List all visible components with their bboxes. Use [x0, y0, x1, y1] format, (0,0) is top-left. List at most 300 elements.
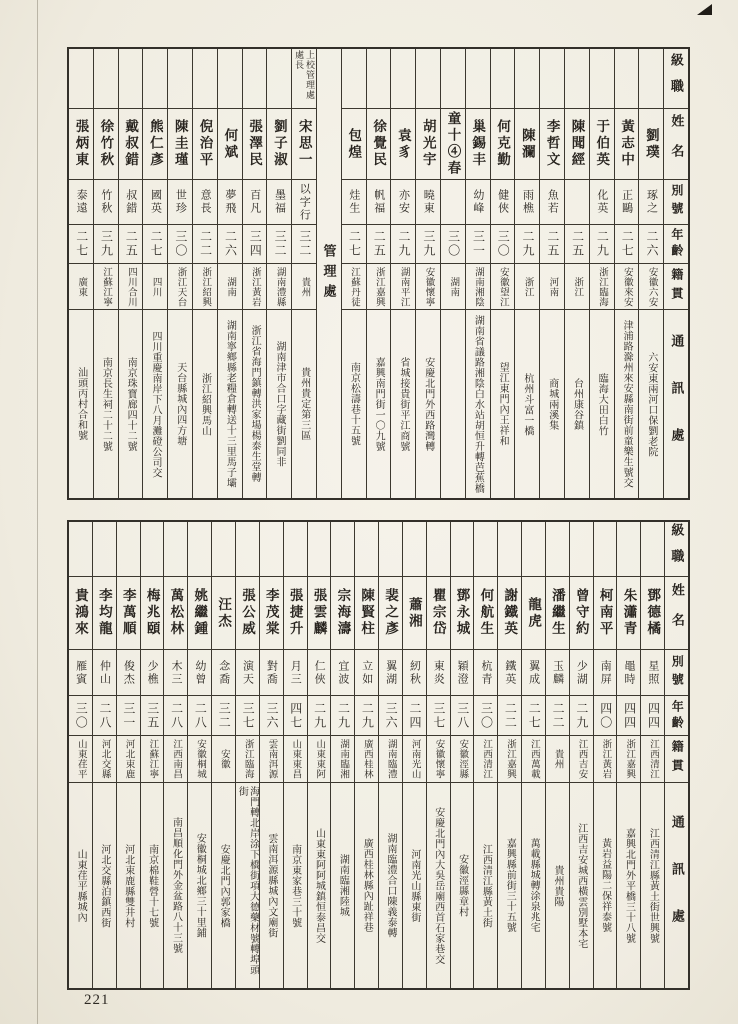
name-cell-text: 鄧德橘	[645, 588, 661, 638]
age-cell	[451, 695, 474, 735]
age-cell-text: 二八	[98, 701, 113, 730]
address-cell-text: 浙江紹興馬山	[199, 372, 211, 436]
address-cell-text: 萬載縣城轉涂泉兆宅	[528, 838, 540, 933]
address-cell-text: 安徽桐城北鄉三十里鋪	[194, 833, 206, 938]
age-cell	[93, 695, 116, 735]
native-cell	[416, 263, 440, 309]
age-cell	[522, 695, 545, 735]
rank-cell	[292, 49, 316, 108]
address-cell	[466, 309, 490, 498]
alias-cell	[466, 179, 490, 224]
person-column	[465, 49, 490, 498]
rank-cell	[69, 49, 93, 108]
native-cell-text: 河北交縣	[99, 739, 110, 779]
age-cell-text: 三六	[264, 701, 279, 730]
name-cell-text: 胡光宇	[420, 119, 436, 169]
alias-cell	[491, 179, 515, 224]
native-cell	[164, 735, 187, 782]
address-cell	[546, 782, 569, 988]
age-cell-text: 三五	[145, 701, 160, 730]
rank-cell	[615, 49, 639, 108]
alias-cell-text: 杭青	[479, 659, 492, 686]
name-cell	[168, 108, 192, 179]
native-cell	[292, 263, 316, 309]
address-cell-text: 商城兩溪集	[546, 377, 558, 431]
header-label	[665, 522, 688, 576]
name-cell	[164, 576, 187, 649]
age-cell	[416, 224, 440, 263]
native-cell	[590, 263, 614, 309]
age-cell-text: 二二	[198, 230, 213, 258]
alias-cell-text: 念喬	[217, 659, 230, 686]
person-column	[514, 49, 539, 498]
age-cell-text: 二七	[527, 701, 542, 730]
person-column	[116, 522, 140, 988]
alias-cell-text: 幼曾	[193, 659, 206, 686]
native-cell	[260, 735, 283, 782]
person-column	[426, 522, 450, 988]
alias-cell	[403, 649, 426, 695]
native-cell-text: 廣東	[76, 276, 87, 297]
age-cell	[212, 695, 235, 735]
age-cell-text: 二九	[574, 701, 589, 730]
header-label	[665, 782, 688, 988]
person-column	[366, 49, 391, 498]
alias-cell	[615, 179, 639, 224]
alias-cell-text: 以字行	[298, 182, 311, 222]
native-cell-text: 湖南臨澧	[385, 739, 396, 779]
address-cell-text: 河北交縣泊鎮西街	[98, 843, 110, 928]
name-cell-text: 巢錫丰	[470, 119, 486, 169]
alias-cell	[308, 649, 331, 695]
age-cell	[69, 695, 92, 735]
address-cell-text: 南京棉鞋營十七號	[146, 843, 158, 928]
age-cell-text: 二二	[551, 701, 566, 730]
name-cell-text: 陳圭瑾	[172, 119, 188, 169]
native-cell-text: 江西萬載	[528, 739, 539, 779]
name-cell	[441, 108, 465, 179]
alias-cell	[69, 179, 93, 224]
age-cell	[267, 224, 291, 263]
address-cell	[615, 309, 639, 498]
alias-cell	[441, 179, 465, 224]
address-cell	[590, 309, 614, 498]
name-cell	[260, 576, 283, 649]
name-cell-text: 柯南平	[597, 588, 613, 638]
address-cell-text: 望江東門內王祥和	[497, 362, 509, 446]
address-cell	[164, 782, 187, 988]
native-cell	[498, 735, 521, 782]
native-cell	[69, 263, 93, 309]
native-cell	[143, 263, 167, 309]
age-cell-text: 三一	[471, 230, 486, 258]
person-column	[69, 49, 93, 498]
name-cell	[119, 108, 143, 179]
name-cell-text: 于伯英	[594, 119, 610, 169]
roster-table-top	[67, 47, 690, 500]
alias-cell	[331, 649, 354, 695]
alias-cell-text: 宜波	[336, 659, 349, 686]
alias-cell-text: 翼成	[527, 659, 540, 686]
address-cell-text: 安慶北門內大吳岳廟西首石家巷交	[432, 806, 444, 965]
native-cell-text: 湖南平江	[398, 266, 409, 307]
alias-cell-text: 曉東	[422, 189, 435, 215]
name-cell-text: 梅兆頤	[144, 588, 160, 638]
native-cell	[594, 735, 617, 782]
name-cell	[565, 108, 589, 179]
section-divider-label: 管理處	[321, 243, 337, 304]
name-cell-text: 蕭湘	[406, 596, 422, 630]
age-cell-text: 三八	[455, 701, 470, 730]
name-cell-text: 謝鐵英	[502, 588, 518, 638]
age-cell-text: 二五	[124, 230, 139, 258]
person-column	[69, 522, 92, 988]
person-column	[266, 49, 291, 498]
person-column	[187, 522, 211, 988]
name-cell	[94, 108, 118, 179]
alias-cell-text: 百凡	[248, 189, 261, 215]
alias-cell-text: 黽時	[623, 659, 636, 686]
address-cell	[570, 782, 593, 988]
name-cell	[474, 576, 497, 649]
native-cell	[267, 263, 291, 309]
name-cell-text: 李萬順	[120, 588, 136, 638]
native-cell	[451, 735, 474, 782]
rank-cell	[441, 49, 465, 108]
header-label	[665, 735, 688, 782]
address-cell	[641, 782, 664, 988]
native-cell	[546, 735, 569, 782]
address-cell-text: 臨海大田白竹	[596, 372, 608, 436]
name-cell	[391, 108, 415, 179]
name-cell	[193, 108, 217, 179]
address-cell	[119, 309, 143, 498]
name-cell	[355, 576, 378, 649]
alias-cell	[416, 179, 440, 224]
name-cell-text: 熊仁彥	[147, 119, 163, 169]
name-cell-text: 何航生	[478, 588, 494, 638]
age-cell-text: 三七	[431, 701, 446, 730]
native-cell	[403, 735, 426, 782]
header-label-text: 籍貫	[670, 740, 685, 778]
address-cell-text: 湖南臨湘陸城	[337, 854, 349, 917]
age-cell-text: 四七	[288, 701, 303, 730]
alias-cell-text: 亦安	[397, 189, 410, 215]
alias-cell	[590, 179, 614, 224]
address-cell-text: 天台縣城內四方塘	[174, 362, 186, 446]
name-cell	[218, 108, 242, 179]
header-label-text: 年齡	[669, 228, 684, 260]
alias-cell-text: 木三	[170, 659, 183, 686]
age-cell-text: 二六	[645, 230, 660, 258]
page-gutter-line	[37, 0, 38, 1024]
header-label	[665, 576, 688, 649]
address-cell-text: 山東東阿阿城鎮恒泰昌交	[313, 827, 325, 944]
age-cell-text: 二七	[74, 230, 89, 258]
age-cell	[570, 695, 593, 735]
native-cell	[93, 735, 116, 782]
age-cell	[342, 224, 366, 263]
alias-cell-text: 魚若	[546, 189, 559, 215]
age-cell-text: 二五	[570, 230, 585, 258]
native-cell-text: 湖南臨湘	[338, 739, 349, 779]
alias-cell-text: 少湖	[575, 659, 588, 686]
alias-cell-text: 雨樵	[521, 189, 534, 215]
native-cell-text: 四川	[150, 276, 161, 297]
name-cell-text: 黃志中	[619, 119, 635, 169]
name-cell	[331, 576, 354, 649]
native-cell-text: 江西清江	[648, 739, 659, 779]
age-cell	[498, 695, 521, 735]
rank-cell	[540, 49, 564, 108]
name-cell-text: 張捷升	[287, 588, 303, 638]
age-cell-text: 四四	[646, 701, 661, 730]
name-cell-text: 曾守約	[573, 588, 589, 638]
rank-cell	[639, 49, 663, 108]
age-cell	[441, 224, 465, 263]
alias-cell-text: 叔錯	[124, 189, 137, 215]
address-cell	[141, 782, 164, 988]
age-cell-text: 三二	[273, 230, 288, 258]
rank-cell	[193, 49, 217, 108]
alias-cell	[188, 649, 211, 695]
rank-cell	[391, 49, 415, 108]
rank-cell	[570, 522, 593, 576]
native-cell	[218, 263, 242, 309]
header-label	[664, 49, 688, 108]
alias-cell	[427, 649, 450, 695]
age-cell	[355, 695, 378, 735]
name-cell	[143, 108, 167, 179]
rank-cell	[141, 522, 164, 576]
person-column	[589, 49, 614, 498]
native-cell	[639, 263, 663, 309]
age-cell	[218, 224, 242, 263]
address-cell	[403, 782, 426, 988]
rank-cell	[218, 49, 242, 108]
age-cell-text: 二八	[169, 701, 184, 730]
native-cell-text: 河南光山	[409, 739, 420, 779]
alias-cell-text: 仁俠	[313, 659, 326, 686]
age-cell-text: 二二	[503, 701, 518, 730]
person-column	[497, 522, 521, 988]
rank-cell	[188, 522, 211, 576]
rank-cell	[284, 522, 307, 576]
native-cell	[617, 735, 640, 782]
person-column	[307, 522, 331, 988]
address-cell-text: 南京松濤巷十五號	[348, 362, 360, 446]
address-cell-text: 貴州貴陽	[551, 864, 563, 907]
rank-cell-text: 上校管理處處長	[294, 49, 315, 100]
address-cell	[639, 309, 663, 498]
age-cell	[236, 695, 259, 735]
native-cell-text: 浙江黃岩	[249, 266, 260, 307]
person-column	[140, 522, 164, 988]
alias-cell	[639, 179, 663, 224]
native-cell-text: 貴州	[552, 749, 563, 769]
age-cell-text: 三九	[421, 230, 436, 258]
name-cell	[522, 576, 545, 649]
name-cell-text: 瞿宗岱	[430, 588, 446, 638]
age-cell-text: 二九	[336, 701, 351, 730]
header-label-text: 級職	[668, 52, 684, 105]
alias-cell	[540, 179, 564, 224]
age-cell	[260, 695, 283, 735]
age-cell-text: 二九	[397, 230, 412, 258]
native-cell-text: 江西南昌	[171, 739, 182, 779]
age-cell-text: 三〇	[446, 230, 461, 258]
header-label-text: 通訊處	[669, 815, 685, 956]
address-cell-text: 南京長生祠二十二號	[100, 356, 112, 452]
rank-cell	[379, 522, 402, 576]
native-cell	[308, 735, 331, 782]
person-column	[211, 522, 235, 988]
age-cell-text: 二九	[312, 701, 327, 730]
native-cell-text: 山東東阿	[314, 739, 325, 779]
name-cell	[243, 108, 267, 179]
rank-cell	[119, 49, 143, 108]
address-cell	[355, 782, 378, 988]
alias-cell-text: 意長	[199, 189, 212, 215]
alias-cell-text: 南屏	[599, 659, 612, 686]
age-cell	[193, 224, 217, 263]
name-cell-text: 萬松林	[168, 588, 184, 638]
person-column	[616, 522, 640, 988]
name-cell	[451, 576, 474, 649]
header-label	[665, 649, 688, 695]
native-cell-text: 浙江紹興	[200, 266, 211, 307]
alias-cell-text: 泰遠	[75, 189, 88, 215]
alias-cell	[355, 649, 378, 695]
person-column	[545, 522, 569, 988]
native-cell	[342, 263, 366, 309]
header-label	[664, 224, 688, 263]
age-cell	[590, 224, 614, 263]
rank-cell	[94, 49, 118, 108]
age-cell	[367, 224, 391, 263]
name-cell-text: 李哲文	[544, 119, 560, 169]
native-cell	[615, 263, 639, 309]
rank-cell	[474, 522, 497, 576]
name-cell-text: 裴之彥	[383, 588, 398, 638]
native-cell	[491, 263, 515, 309]
native-cell-text: 安徽來安	[621, 266, 632, 307]
person-column	[341, 49, 366, 498]
name-cell-text: 倪治平	[197, 119, 213, 169]
address-cell	[379, 782, 402, 988]
age-cell-text: 三六	[384, 701, 399, 730]
person-column	[638, 49, 663, 498]
rank-cell	[427, 522, 450, 576]
header-label-text: 姓名	[669, 583, 685, 643]
rank-cell	[565, 49, 589, 108]
native-cell	[94, 263, 118, 309]
alias-cell-text: 烓生	[347, 189, 360, 215]
name-cell	[416, 108, 440, 179]
alias-cell-text: 翼湖	[384, 659, 397, 686]
header-label-text: 籍貫	[669, 267, 684, 306]
age-cell-text: 二七	[347, 230, 362, 258]
name-cell-text: 徐覺民	[371, 119, 387, 169]
age-cell-text: 三二	[297, 230, 312, 258]
person-column	[415, 49, 440, 498]
address-cell-text: 江西清江縣黃土街	[480, 843, 492, 928]
native-cell-text: 湖南湘陰	[473, 266, 484, 307]
alias-cell-text: 東炎	[432, 659, 445, 686]
person-column	[167, 49, 192, 498]
native-cell-text: 安徽懷寧	[433, 739, 444, 779]
age-cell	[594, 695, 617, 735]
person-column	[93, 49, 118, 498]
native-cell	[391, 263, 415, 309]
alias-cell	[117, 649, 140, 695]
alias-cell-text: 琢之	[645, 189, 658, 215]
name-cell	[69, 576, 92, 649]
name-cell-text: 何克勤	[495, 119, 511, 169]
age-cell	[466, 224, 490, 263]
header-label-text: 級職	[669, 523, 685, 575]
native-cell-text: 江蘇丹徒	[349, 266, 360, 307]
rank-cell	[641, 522, 664, 576]
name-cell	[540, 108, 564, 179]
alias-cell-text: 健俠	[496, 189, 509, 215]
native-cell	[331, 735, 354, 782]
rank-cell	[236, 522, 259, 576]
rank-cell	[117, 522, 140, 576]
header-label-text: 姓名	[669, 114, 685, 174]
person-column	[163, 522, 187, 988]
name-cell-text: 張雲麟	[311, 588, 327, 638]
address-cell	[93, 782, 116, 988]
address-cell	[342, 309, 366, 498]
age-cell-text: 三二	[217, 701, 232, 730]
person-column	[283, 522, 307, 988]
address-cell	[308, 782, 331, 988]
name-cell	[284, 576, 307, 649]
person-column	[569, 522, 593, 988]
name-cell-text: 龍虎	[526, 596, 542, 630]
address-cell	[94, 309, 118, 498]
alias-cell	[342, 179, 366, 224]
name-cell-text: 潘繼生	[549, 588, 565, 638]
name-cell	[69, 108, 93, 179]
native-cell-text: 山東荏平	[75, 739, 86, 779]
native-cell-text: 湖南	[448, 276, 459, 297]
alias-cell	[69, 649, 92, 695]
address-cell	[451, 782, 474, 988]
address-cell	[193, 309, 217, 498]
native-cell	[69, 735, 92, 782]
alias-cell	[143, 179, 167, 224]
address-cell-text: 河南光山縣東街	[408, 848, 420, 923]
name-cell	[379, 576, 402, 649]
age-cell-text: 三一	[121, 701, 136, 730]
native-cell-text: 安徽涇縣	[457, 739, 468, 779]
age-cell-text: 三〇	[74, 701, 89, 730]
person-column	[450, 522, 474, 988]
native-cell	[522, 735, 545, 782]
address-cell-text: 嘉興北門外平橋三十八號	[623, 827, 635, 944]
section-divider	[316, 49, 341, 498]
person-column	[354, 522, 378, 988]
name-cell	[212, 576, 235, 649]
age-cell	[540, 224, 564, 263]
person-column	[291, 49, 316, 498]
alias-cell-text: 月三	[289, 659, 302, 686]
alias-cell-text: 俊杰	[122, 659, 135, 686]
alias-cell	[267, 179, 291, 224]
person-column	[490, 49, 515, 498]
